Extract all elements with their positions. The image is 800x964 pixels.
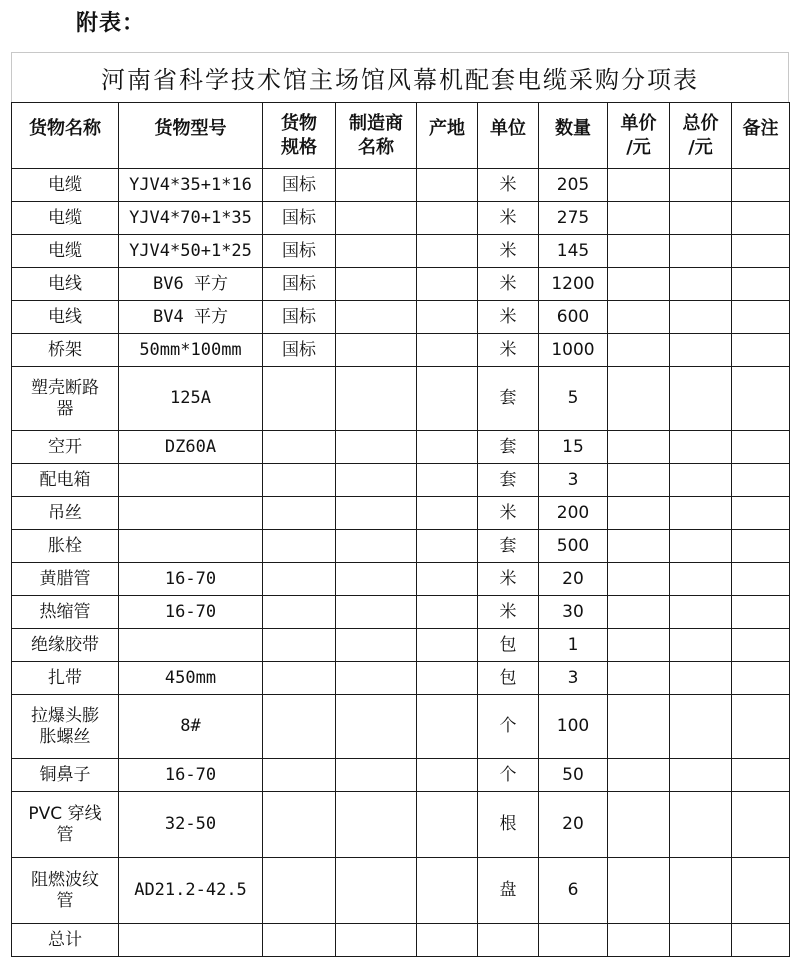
col-header-maker: 制造商 名称 xyxy=(336,103,417,169)
cell-origin xyxy=(417,431,478,464)
cell-spec xyxy=(263,530,336,563)
cell-maker xyxy=(336,563,417,596)
cell-total xyxy=(670,497,732,530)
table-header-row xyxy=(12,103,790,169)
cell-total xyxy=(670,858,732,924)
table-row xyxy=(12,497,790,530)
cell-total xyxy=(670,202,732,235)
total-cell xyxy=(608,924,670,957)
cell-remark xyxy=(732,367,790,431)
cell-total xyxy=(670,563,732,596)
total-label: 总计 xyxy=(12,924,119,957)
cell-unit: 包 xyxy=(478,629,539,662)
cell-unit: 米 xyxy=(478,202,539,235)
table-row xyxy=(12,759,790,792)
cell-total xyxy=(670,268,732,301)
cell-origin xyxy=(417,464,478,497)
table-row xyxy=(12,235,790,268)
cell-total xyxy=(670,301,732,334)
cell-qty: 3 xyxy=(539,464,608,497)
cell-total xyxy=(670,792,732,858)
table-row xyxy=(12,629,790,662)
total-cell xyxy=(539,924,608,957)
table-row xyxy=(12,334,790,367)
cell-spec: 国标 xyxy=(263,334,336,367)
cell-origin xyxy=(417,301,478,334)
cell-origin xyxy=(417,235,478,268)
cell-origin xyxy=(417,530,478,563)
cell-price xyxy=(608,530,670,563)
cell-remark xyxy=(732,629,790,662)
cell-price xyxy=(608,464,670,497)
cell-price xyxy=(608,662,670,695)
cell-qty: 6 xyxy=(539,858,608,924)
cell-origin xyxy=(417,662,478,695)
cell-remark xyxy=(732,759,790,792)
cell-total xyxy=(670,695,732,759)
cell-origin xyxy=(417,596,478,629)
cell-remark xyxy=(732,464,790,497)
cell-origin xyxy=(417,169,478,202)
cell-qty: 1000 xyxy=(539,334,608,367)
cell-total xyxy=(670,596,732,629)
cell-origin xyxy=(417,268,478,301)
cell-spec: 国标 xyxy=(263,301,336,334)
cell-qty: 50 xyxy=(539,759,608,792)
cell-maker xyxy=(336,662,417,695)
total-cell xyxy=(670,924,732,957)
cell-maker xyxy=(336,759,417,792)
cell-unit: 米 xyxy=(478,235,539,268)
table-row xyxy=(12,169,790,202)
cell-spec: 国标 xyxy=(263,202,336,235)
cell-name: 桥架 xyxy=(12,334,119,367)
cell-remark xyxy=(732,530,790,563)
cell-spec xyxy=(263,759,336,792)
cell-price xyxy=(608,596,670,629)
cell-unit: 根 xyxy=(478,792,539,858)
cell-total xyxy=(670,367,732,431)
cell-maker xyxy=(336,431,417,464)
cell-model xyxy=(119,530,263,563)
cell-origin xyxy=(417,792,478,858)
cell-maker xyxy=(336,301,417,334)
total-cell xyxy=(119,924,263,957)
cell-model xyxy=(119,497,263,530)
cell-unit: 米 xyxy=(478,334,539,367)
cell-spec xyxy=(263,858,336,924)
cell-unit: 米 xyxy=(478,563,539,596)
cell-name: 阻燃波纹 管 xyxy=(12,858,119,924)
cell-maker xyxy=(336,792,417,858)
cell-origin xyxy=(417,497,478,530)
cell-unit: 套 xyxy=(478,431,539,464)
table-row xyxy=(12,695,790,759)
appendix-heading: 附表： xyxy=(76,11,146,36)
cell-name: 电缆 xyxy=(12,169,119,202)
cell-origin xyxy=(417,563,478,596)
cell-price xyxy=(608,431,670,464)
cell-qty: 30 xyxy=(539,596,608,629)
cell-remark xyxy=(732,334,790,367)
col-header-qty: 数量 xyxy=(539,103,608,169)
cell-spec xyxy=(263,431,336,464)
col-header-origin: 产地 xyxy=(417,103,478,169)
cell-price xyxy=(608,759,670,792)
cell-qty: 1200 xyxy=(539,268,608,301)
col-header-model: 货物型号 xyxy=(119,103,263,169)
procurement-table xyxy=(11,102,790,957)
table-row xyxy=(12,563,790,596)
cell-total xyxy=(670,431,732,464)
cell-price xyxy=(608,334,670,367)
cell-price xyxy=(608,563,670,596)
cell-qty: 145 xyxy=(539,235,608,268)
cell-qty: 20 xyxy=(539,563,608,596)
cell-spec xyxy=(263,629,336,662)
col-header-total: 总价 /元 xyxy=(670,103,732,169)
cell-model: AD21.2-42.5 xyxy=(119,858,263,924)
col-header-name: 货物名称 xyxy=(12,103,119,169)
cell-origin xyxy=(417,367,478,431)
cell-price xyxy=(608,235,670,268)
cell-total xyxy=(670,662,732,695)
col-header-unit: 单位 xyxy=(478,103,539,169)
cell-unit: 米 xyxy=(478,497,539,530)
cell-model xyxy=(119,464,263,497)
cell-model: BV6 平方 xyxy=(119,268,263,301)
cell-price xyxy=(608,497,670,530)
cell-qty: 3 xyxy=(539,662,608,695)
cell-origin xyxy=(417,759,478,792)
cell-name: 胀栓 xyxy=(12,530,119,563)
table-row xyxy=(12,662,790,695)
cell-maker xyxy=(336,695,417,759)
cell-total xyxy=(670,629,732,662)
cell-name: 塑壳断路 器 xyxy=(12,367,119,431)
cell-name: 热缩管 xyxy=(12,596,119,629)
cell-name: 铜鼻子 xyxy=(12,759,119,792)
cell-unit: 套 xyxy=(478,367,539,431)
cell-model: 125A xyxy=(119,367,263,431)
table-body xyxy=(12,169,790,957)
cell-total xyxy=(670,759,732,792)
cell-total xyxy=(670,464,732,497)
cell-maker xyxy=(336,464,417,497)
cell-model: DZ60A xyxy=(119,431,263,464)
table-row xyxy=(12,367,790,431)
cell-origin xyxy=(417,334,478,367)
cell-spec: 国标 xyxy=(263,169,336,202)
cell-maker xyxy=(336,858,417,924)
cell-unit: 盘 xyxy=(478,858,539,924)
cell-name: 电缆 xyxy=(12,235,119,268)
cell-origin xyxy=(417,202,478,235)
table-title: 河南省科学技术馆主场馆风幕机配套电缆采购分项表 xyxy=(11,52,789,102)
cell-total xyxy=(670,334,732,367)
cell-spec xyxy=(263,596,336,629)
table-row xyxy=(12,530,790,563)
cell-maker xyxy=(336,497,417,530)
cell-unit: 个 xyxy=(478,759,539,792)
cell-unit: 米 xyxy=(478,268,539,301)
cell-origin xyxy=(417,629,478,662)
cell-remark xyxy=(732,596,790,629)
total-cell xyxy=(732,924,790,957)
cell-spec: 国标 xyxy=(263,235,336,268)
cell-unit: 米 xyxy=(478,169,539,202)
cell-spec xyxy=(263,695,336,759)
cell-model: 32-50 xyxy=(119,792,263,858)
cell-qty: 5 xyxy=(539,367,608,431)
cell-price xyxy=(608,301,670,334)
cell-qty: 500 xyxy=(539,530,608,563)
cell-maker xyxy=(336,596,417,629)
cell-maker xyxy=(336,202,417,235)
total-cell xyxy=(417,924,478,957)
table-row xyxy=(12,301,790,334)
cell-price xyxy=(608,169,670,202)
cell-qty: 20 xyxy=(539,792,608,858)
cell-origin xyxy=(417,858,478,924)
cell-unit: 米 xyxy=(478,301,539,334)
cell-maker xyxy=(336,334,417,367)
col-header-price: 单价 /元 xyxy=(608,103,670,169)
table-row xyxy=(12,464,790,497)
cell-name: PVC 穿线 管 xyxy=(12,792,119,858)
cell-price xyxy=(608,367,670,431)
table-row xyxy=(12,858,790,924)
cell-maker xyxy=(336,268,417,301)
cell-price xyxy=(608,858,670,924)
cell-remark xyxy=(732,858,790,924)
table-row xyxy=(12,431,790,464)
col-header-remark: 备注 xyxy=(732,103,790,169)
cell-qty: 200 xyxy=(539,497,608,530)
cell-price xyxy=(608,629,670,662)
cell-model: 8# xyxy=(119,695,263,759)
cell-name: 电线 xyxy=(12,268,119,301)
cell-model: 16-70 xyxy=(119,596,263,629)
cell-spec xyxy=(263,792,336,858)
cell-remark xyxy=(732,431,790,464)
cell-remark xyxy=(732,202,790,235)
cell-model: 16-70 xyxy=(119,563,263,596)
cell-name: 绝缘胶带 xyxy=(12,629,119,662)
cell-maker xyxy=(336,367,417,431)
cell-spec xyxy=(263,367,336,431)
cell-name: 电缆 xyxy=(12,202,119,235)
table-row xyxy=(12,792,790,858)
cell-remark xyxy=(732,268,790,301)
cell-model: BV4 平方 xyxy=(119,301,263,334)
table-row xyxy=(12,202,790,235)
cell-origin xyxy=(417,695,478,759)
cell-model: 50mm*100mm xyxy=(119,334,263,367)
table-row xyxy=(12,268,790,301)
total-cell xyxy=(263,924,336,957)
cell-model xyxy=(119,629,263,662)
cell-model: YJV4*70+1*35 xyxy=(119,202,263,235)
cell-name: 吊丝 xyxy=(12,497,119,530)
cell-maker xyxy=(336,530,417,563)
cell-price xyxy=(608,792,670,858)
cell-spec xyxy=(263,563,336,596)
total-cell xyxy=(478,924,539,957)
cell-spec: 国标 xyxy=(263,268,336,301)
cell-total xyxy=(670,530,732,563)
cell-qty: 15 xyxy=(539,431,608,464)
cell-price xyxy=(608,695,670,759)
cell-unit: 套 xyxy=(478,530,539,563)
cell-name: 配电箱 xyxy=(12,464,119,497)
cell-name: 电线 xyxy=(12,301,119,334)
cell-qty: 600 xyxy=(539,301,608,334)
cell-maker xyxy=(336,235,417,268)
cell-maker xyxy=(336,169,417,202)
cell-name: 空开 xyxy=(12,431,119,464)
cell-name: 拉爆头膨 胀螺丝 xyxy=(12,695,119,759)
cell-remark xyxy=(732,235,790,268)
cell-spec xyxy=(263,662,336,695)
table-row xyxy=(12,596,790,629)
cell-remark xyxy=(732,301,790,334)
cell-remark xyxy=(732,169,790,202)
cell-maker xyxy=(336,629,417,662)
cell-unit: 个 xyxy=(478,695,539,759)
total-cell xyxy=(336,924,417,957)
cell-qty: 205 xyxy=(539,169,608,202)
cell-name: 黄腊管 xyxy=(12,563,119,596)
cell-total xyxy=(670,235,732,268)
cell-name: 扎带 xyxy=(12,662,119,695)
cell-model: YJV4*50+1*25 xyxy=(119,235,263,268)
cell-model: YJV4*35+1*16 xyxy=(119,169,263,202)
cell-qty: 1 xyxy=(539,629,608,662)
cell-unit: 套 xyxy=(478,464,539,497)
cell-total xyxy=(670,169,732,202)
cell-spec xyxy=(263,464,336,497)
cell-remark xyxy=(732,497,790,530)
cell-qty: 100 xyxy=(539,695,608,759)
cell-unit: 米 xyxy=(478,596,539,629)
cell-remark xyxy=(732,662,790,695)
cell-remark xyxy=(732,792,790,858)
cell-price xyxy=(608,268,670,301)
total-row xyxy=(12,924,790,957)
cell-model: 450mm xyxy=(119,662,263,695)
cell-model: 16-70 xyxy=(119,759,263,792)
cell-price xyxy=(608,202,670,235)
cell-unit: 包 xyxy=(478,662,539,695)
cell-remark xyxy=(732,563,790,596)
cell-spec xyxy=(263,497,336,530)
cell-qty: 275 xyxy=(539,202,608,235)
col-header-spec: 货物 规格 xyxy=(263,103,336,169)
cell-remark xyxy=(732,695,790,759)
